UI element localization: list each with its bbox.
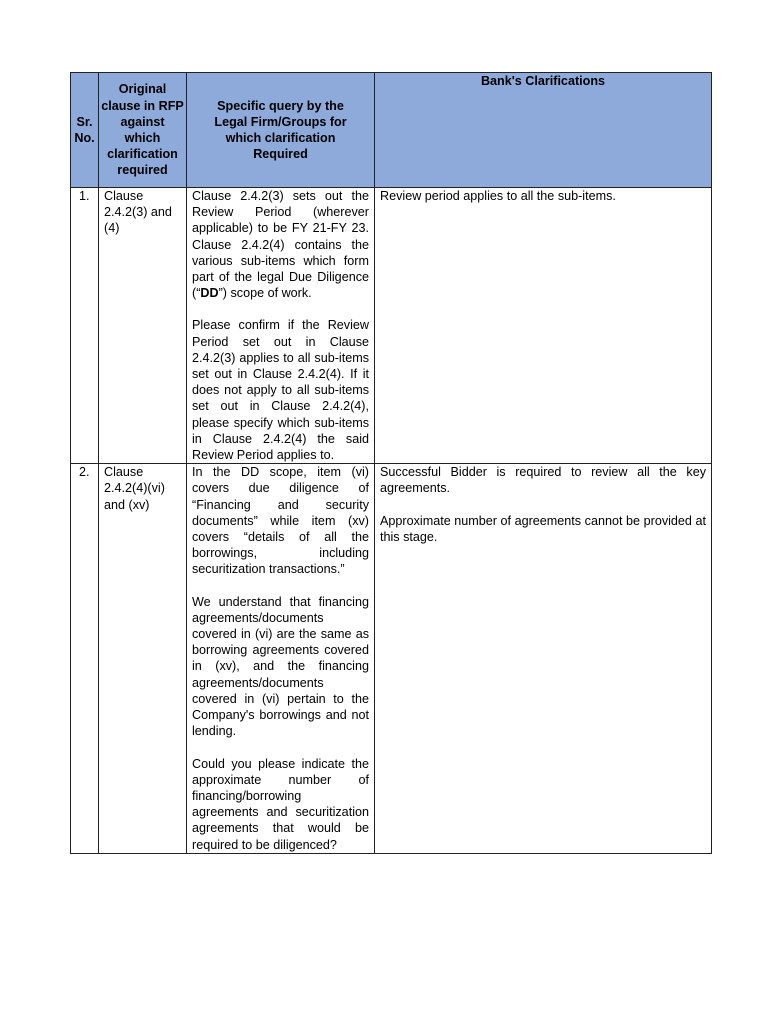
- clarification-paragraph: Review period applies to all the sub-items.: [380, 189, 616, 203]
- clarifications-table: [70, 72, 712, 854]
- query-paragraph: Please confirm if the Review Period set out in Clause 2.4.2(3) applies to all sub-items set out in Clause 2.4.2(4). If it does not apply to all sub-items set out in Clause 2.4.2(4), please specify which sub-items in Clause 2.4.2(4) the said Review Period applies to.: [192, 318, 369, 463]
- query-paragraph: Could you please indicate the approximate number of financing/borrowing agreements and securitization agreements that would be required to be diligenced?: [192, 756, 369, 852]
- query-bold-term: DD: [200, 286, 219, 301]
- query-text: Clause 2.4.2(3) sets out the Review Period (wherever applicable) to be FY 21-FY 23. Clause 2.4.2(4) contains the various sub-items which form part of the legal Due Diligence (“: [192, 189, 369, 301]
- row-sr-no: 1.: [71, 188, 99, 464]
- query-paragraph: We understand that financing agreements/documents covered in (vi) are the same as borrowing agreements covered in (xv), and the financing agreements/documents covered in (vi) pertain to the Company's borrowings and not lending.: [192, 594, 369, 739]
- row-sr-no: 2.: [71, 464, 99, 853]
- query-text: ”) scope of work.: [218, 286, 312, 301]
- header-sr-no: Sr. No.: [71, 73, 99, 188]
- query-paragraph: In the DD scope, item (vi) covers due diligence of “Financing and security documents” while item (xv) covers “details of all the borrowings, including securitization transactions.”: [192, 465, 369, 577]
- header-specific-query: Specific query by the Legal Firm/Groups for which clarification Required: [187, 73, 375, 188]
- clarification-paragraph: Successful Bidder is required to review all the key agreements.: [380, 465, 706, 496]
- row-bank-clarification: [375, 464, 712, 853]
- row-bank-clarification: [375, 188, 712, 464]
- header-bank-clarifications: Bank's Clarifications: [375, 73, 712, 188]
- header-original-clause: Original clause in RFP against which clarification required: [99, 73, 187, 188]
- table-row: [71, 188, 712, 464]
- row-query: [187, 464, 375, 853]
- header-row: [71, 73, 712, 188]
- row-clause: Clause 2.4.2(4)(vi) and (xv): [99, 464, 187, 853]
- query-paragraph: [192, 188, 369, 301]
- clarification-paragraph: Approximate number of agreements cannot be provided at this stage.: [380, 513, 706, 544]
- row-clause: Clause 2.4.2(3) and (4): [99, 188, 187, 464]
- table-row: [71, 464, 712, 853]
- row-query: [187, 188, 375, 464]
